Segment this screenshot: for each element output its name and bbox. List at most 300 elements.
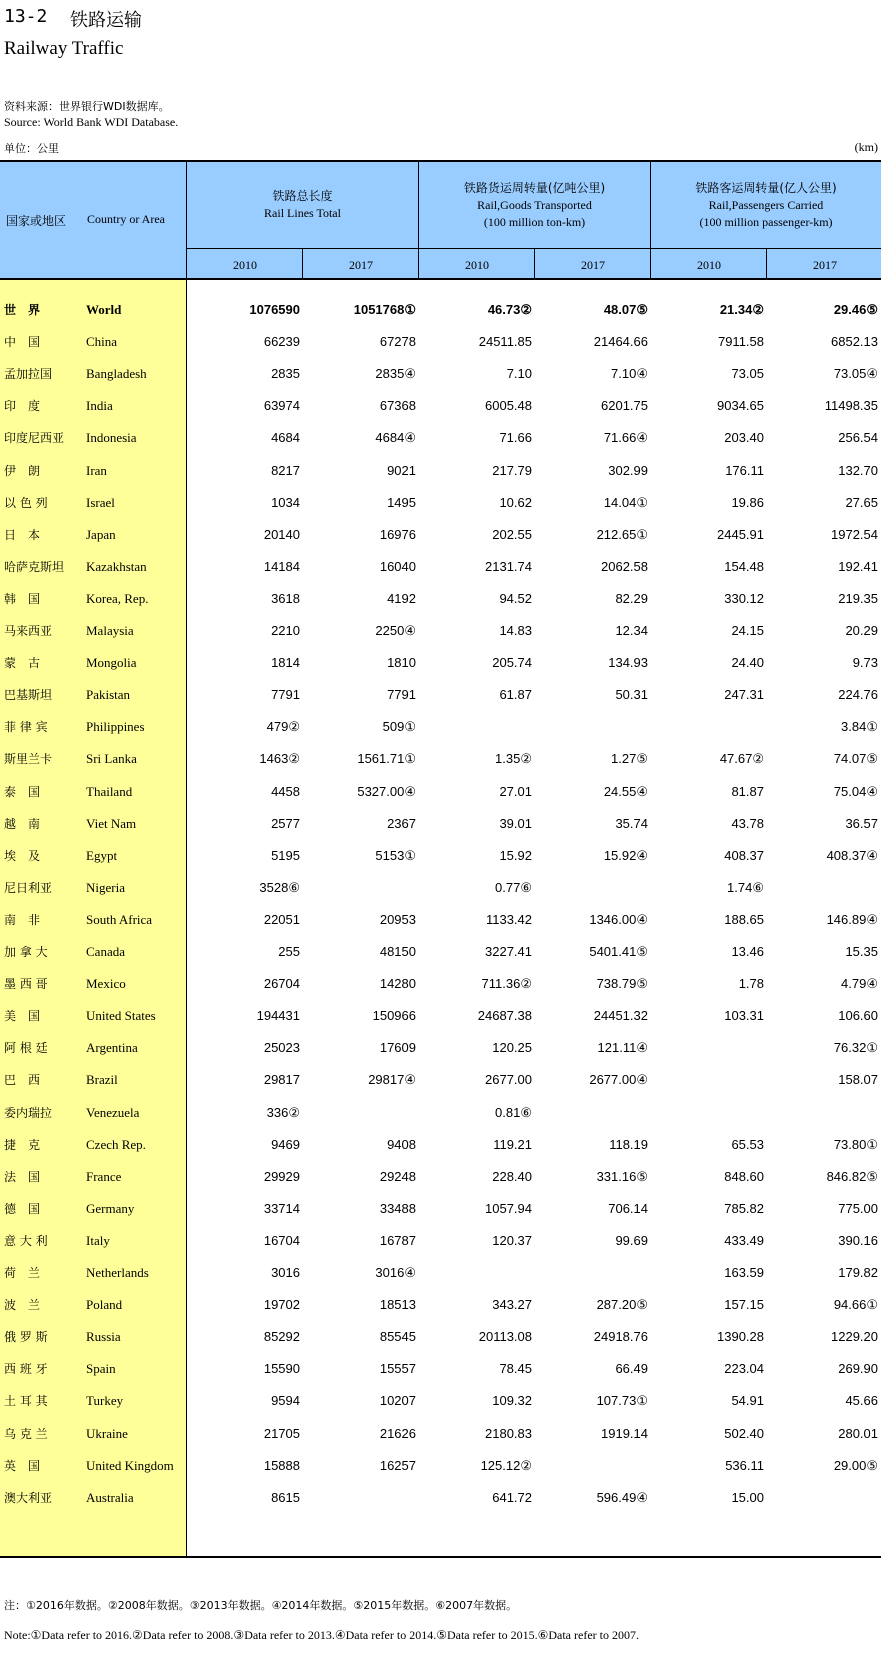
- rail-lines-2017: 18513: [379, 1297, 416, 1313]
- rail-lines-2010: 2835: [271, 366, 300, 382]
- table-row: [0, 615, 881, 647]
- footnote-en: Note:①Data refer to 2016.②Data refer to 2008.③Data refer to 2013.④Data refer to 2014.⑤Data refer to 2015.⑥Data refer to 2007.: [4, 1628, 639, 1642]
- rail-lines-2017: 10207: [379, 1393, 416, 1409]
- goods-2010: 78.45: [499, 1361, 532, 1377]
- source-en: Source: World Bank WDI Database.: [4, 115, 179, 129]
- rail-lines-2010: 8217: [271, 462, 300, 478]
- group-header-cn: 铁路总长度: [272, 189, 333, 203]
- region-name-en: Indonesia: [86, 430, 137, 446]
- region-name-en: Mongolia: [86, 655, 137, 671]
- table-number: 13-2: [4, 6, 48, 27]
- table-row: [0, 1129, 881, 1161]
- goods-2017: 738.79⑤: [596, 976, 648, 992]
- region-name-cn: 以 色 列: [4, 495, 48, 510]
- goods-2017: 21464.66: [593, 334, 648, 350]
- passengers-2017: 256.54: [838, 430, 878, 446]
- rail-lines-2010: 15590: [263, 1361, 300, 1377]
- region-name-cn: 墨 西 哥: [4, 977, 48, 992]
- year-header: 2010: [233, 258, 257, 272]
- passengers-2017: 146.89④: [826, 911, 878, 927]
- region-name-cn: 世 界: [4, 303, 41, 317]
- goods-2017: 134.93: [608, 655, 648, 671]
- region-name-cn: 尼日利亚: [4, 880, 53, 895]
- passengers-2017: 73.05④: [833, 366, 878, 382]
- source-cn: 资料来源：世界银行WDI数据库。: [4, 100, 170, 113]
- year-header: 2017: [813, 258, 837, 272]
- passengers-2017: 269.90: [838, 1361, 878, 1377]
- table-row: [0, 776, 881, 808]
- goods-2010: 119.21: [493, 1136, 532, 1152]
- region-name-cn: 捷 克: [4, 1137, 41, 1152]
- passengers-2017: 4.79④: [841, 976, 878, 992]
- table-row: [0, 743, 881, 775]
- rail-lines-2017: 16787: [379, 1232, 416, 1248]
- region-name-en: United States: [86, 1008, 156, 1024]
- goods-2010: 711.36②: [481, 976, 532, 992]
- rail-lines-2017: 85545: [379, 1329, 416, 1345]
- region-name-en: Turkey: [86, 1393, 124, 1409]
- rail-lines-2010: 4684: [271, 430, 300, 446]
- rail-lines-2017: 2367: [387, 815, 416, 831]
- goods-2010: 217.79: [492, 462, 532, 478]
- table-row: [0, 390, 881, 422]
- passengers-2017: 9.73: [852, 655, 878, 671]
- page-title-cn: 铁路运输: [70, 10, 142, 31]
- goods-2017: 50.31: [615, 687, 648, 703]
- passengers-2017: 6852.13: [831, 334, 878, 350]
- goods-2017: 15.92④: [603, 847, 648, 863]
- goods-2017: 1346.00④: [589, 911, 648, 927]
- passengers-2017: 27.65: [845, 494, 878, 510]
- group-header-goods: [419, 180, 650, 231]
- passengers-2010: 15.00: [731, 1489, 764, 1505]
- region-name-en: Australia: [86, 1489, 134, 1505]
- passengers-2017: 408.37④: [826, 847, 878, 863]
- group-header-en: Rail Lines Total: [264, 206, 341, 220]
- footnote-cn: 注：①2016年数据。②2008年数据。③2013年数据。④2014年数据。⑤2015年数据。⑥2007年数据。: [4, 1599, 518, 1612]
- year-header: 2017: [581, 258, 605, 272]
- goods-2017: 1.27⑤: [611, 751, 648, 767]
- passengers-2017: 20.29: [845, 623, 878, 638]
- region-name-cn: 菲 律 宾: [4, 720, 48, 735]
- rail-lines-2017: 509①: [382, 719, 416, 735]
- region-name-en: Brazil: [86, 1072, 118, 1088]
- table-row: [0, 1097, 881, 1129]
- goods-2010: 15.92: [499, 847, 532, 863]
- rail-lines-2017: 3016④: [375, 1265, 416, 1280]
- goods-2010: 71.66: [499, 430, 532, 446]
- rail-lines-2010: 3528⑥: [259, 879, 300, 895]
- unit-en: (km): [854, 140, 878, 154]
- passengers-2017: 192.41: [838, 558, 878, 574]
- table-row: [0, 1482, 881, 1514]
- region-name-cn: 加 拿 大: [4, 945, 48, 959]
- region-name-cn: 韩 国: [4, 591, 41, 606]
- goods-2017: 1919.14: [601, 1425, 648, 1441]
- passengers-2017: 94.66①: [833, 1297, 878, 1313]
- goods-2010: 2677.00: [485, 1072, 532, 1088]
- passengers-2010: 1.78: [738, 976, 764, 992]
- rail-lines-2017: 15557: [379, 1361, 416, 1377]
- region-name-en: Pakistan: [86, 687, 131, 703]
- table-row: [0, 872, 881, 904]
- passengers-2010: 203.40: [724, 430, 764, 446]
- rail-lines-2010: 5195: [271, 847, 300, 863]
- rail-lines-2010: 9594: [271, 1393, 300, 1409]
- goods-2010: 343.27: [492, 1297, 532, 1313]
- region-name-en: Mexico: [86, 976, 126, 992]
- table-row: [0, 422, 881, 454]
- goods-2017: 71.66④: [603, 430, 648, 446]
- passengers-2017: 75.04④: [833, 783, 878, 799]
- goods-2010: 24687.38: [477, 1008, 532, 1024]
- region-name-en: South Africa: [86, 911, 153, 927]
- region-name-en: Malaysia: [86, 623, 134, 638]
- region-name-cn: 中 国: [4, 335, 41, 350]
- rail-lines-2010: 16704: [263, 1232, 300, 1248]
- goods-2010: 205.74: [492, 655, 532, 671]
- passengers-2010: 73.05: [731, 366, 764, 382]
- region-name-en: Poland: [86, 1297, 123, 1313]
- rail-lines-2010: 255: [278, 944, 300, 959]
- group-header-en: Rail,Passengers Carried: [708, 198, 824, 212]
- region-name-en: Argentina: [86, 1040, 138, 1056]
- passengers-2010: 163.59: [724, 1265, 764, 1280]
- rail-lines-2010: 479②: [266, 719, 300, 735]
- table-top-rule: [0, 160, 881, 162]
- region-name-en: United Kingdom: [86, 1457, 174, 1473]
- rail-lines-2010: 26704: [263, 976, 300, 992]
- region-name-cn: 美 国: [4, 1009, 41, 1024]
- goods-2017: 2062.58: [601, 558, 648, 574]
- region-name-cn: 斯里兰卡: [4, 752, 53, 767]
- passengers-2010: 2445.91: [717, 526, 764, 542]
- rail-lines-2010: 1814: [271, 655, 300, 671]
- rail-lines-2010: 2210: [271, 623, 300, 638]
- passengers-2010: 785.82: [724, 1200, 764, 1216]
- rail-lines-2010: 33714: [263, 1200, 300, 1216]
- goods-2017: 24451.32: [593, 1008, 648, 1024]
- region-name-en: Spain: [86, 1361, 116, 1377]
- goods-2017: 706.14: [608, 1200, 648, 1216]
- passengers-2010: 81.87: [731, 783, 764, 799]
- rail-lines-2017: 67368: [379, 398, 416, 414]
- table-row: [0, 1418, 881, 1450]
- rail-lines-2010: 1076590: [249, 302, 300, 317]
- goods-2010: 109.32: [492, 1393, 532, 1409]
- rail-lines-2017: 4192: [387, 590, 416, 606]
- table-row: [0, 904, 881, 936]
- table-row: [0, 551, 881, 583]
- passengers-2010: 13.46: [731, 944, 764, 959]
- region-name-cn: 阿 根 廷: [4, 1041, 48, 1056]
- passengers-2010: 9034.65: [717, 398, 764, 414]
- rail-lines-2010: 66239: [263, 334, 300, 350]
- goods-2010: 27.01: [499, 783, 532, 799]
- table-row: [0, 1450, 881, 1482]
- goods-2017: 331.16⑤: [596, 1168, 648, 1184]
- region-name-en: Russia: [86, 1329, 121, 1345]
- passengers-2010: 24.15: [731, 623, 764, 638]
- rail-lines-2017: 5153①: [375, 847, 416, 863]
- passengers-2010: 536.11: [725, 1457, 764, 1473]
- region-name-cn: 越 南: [4, 816, 41, 831]
- goods-2017: 5401.41⑤: [589, 944, 648, 959]
- region-name-en: Thailand: [86, 783, 133, 799]
- group-header-unit: (100 million ton-km): [483, 215, 586, 229]
- goods-2010: 6005.48: [485, 398, 532, 414]
- passengers-2017: 158.07: [838, 1072, 878, 1088]
- rail-lines-2017: 2250④: [375, 623, 416, 638]
- goods-2010: 120.25: [492, 1040, 532, 1056]
- region-name-cn: 法 国: [4, 1169, 41, 1184]
- goods-2010: 0.81⑥: [495, 1104, 532, 1120]
- passengers-2010: 19.86: [731, 494, 764, 510]
- passengers-2010: 188.65: [724, 911, 764, 927]
- passengers-2010: 7911.58: [717, 334, 764, 350]
- region-name-en: Canada: [86, 944, 125, 959]
- group-header-rail-lines: [187, 188, 418, 222]
- region-name-en: Italy: [86, 1232, 110, 1248]
- table-row: [0, 936, 881, 968]
- rail-lines-2010: 29817: [263, 1072, 300, 1088]
- goods-2017: 118.19: [609, 1136, 648, 1152]
- group-header-passengers: [651, 180, 881, 231]
- region-name-en: Venezuela: [86, 1104, 140, 1120]
- region-name-en: Nigeria: [86, 879, 125, 895]
- rail-lines-2017: 9408: [387, 1136, 416, 1152]
- rail-lines-2017: 16976: [379, 526, 416, 542]
- region-name-en: Czech Rep.: [86, 1136, 146, 1152]
- rail-lines-2010: 19702: [263, 1297, 300, 1313]
- goods-2017: 302.99: [608, 462, 648, 478]
- table-row: [0, 1353, 881, 1385]
- rail-lines-2017: 1561.71①: [357, 751, 416, 767]
- region-name-en: Iran: [86, 462, 107, 478]
- region-name-cn: 德 国: [4, 1201, 41, 1216]
- table-row: [0, 808, 881, 840]
- region-name-cn: 孟加拉国: [4, 367, 53, 382]
- rail-lines-2010: 21705: [263, 1425, 300, 1441]
- passengers-2017: 11498.35: [824, 398, 878, 414]
- passengers-2010: 247.31: [724, 687, 764, 703]
- table-row: [0, 1193, 881, 1225]
- goods-2017: 6201.75: [601, 398, 648, 414]
- passengers-2010: 223.04: [724, 1361, 764, 1377]
- goods-2017: 12.34: [615, 623, 648, 638]
- page-title-en: Railway Traffic: [4, 38, 124, 59]
- passengers-2017: 846.82⑤: [826, 1168, 878, 1184]
- table-row: [0, 1289, 881, 1321]
- rail-lines-2010: 3016: [271, 1265, 300, 1280]
- table-row: [0, 1257, 881, 1289]
- group-header-cn: 铁路客运周转量(亿人公里): [695, 181, 837, 195]
- passengers-2017: 390.16: [838, 1232, 878, 1248]
- rail-lines-2017: 1810: [387, 655, 416, 671]
- rail-lines-2017: 150966: [372, 1008, 416, 1024]
- rail-lines-2017: 29248: [379, 1168, 416, 1184]
- region-name-cn: 伊 朗: [4, 463, 41, 478]
- rail-lines-2017: 7791: [387, 687, 416, 703]
- table-row: [0, 583, 881, 615]
- goods-2017: 99.69: [615, 1232, 648, 1248]
- goods-2017: 14.04①: [603, 494, 648, 510]
- goods-2010: 7.10: [506, 366, 532, 382]
- rail-lines-2017: 14280: [379, 976, 416, 992]
- goods-2017: 107.73①: [596, 1393, 648, 1409]
- unit-cn: 单位：公里: [4, 142, 59, 155]
- rail-lines-2010: 194431: [256, 1008, 300, 1024]
- region-name-cn: 荷 兰: [4, 1266, 41, 1280]
- goods-2010: 3227.41: [485, 944, 532, 959]
- rail-lines-2010: 14184: [263, 558, 300, 574]
- passengers-2010: 103.31: [724, 1008, 764, 1024]
- goods-2017: 596.49④: [596, 1489, 648, 1505]
- passengers-2010: 330.12: [724, 590, 764, 606]
- rail-lines-2017: 33488: [379, 1200, 416, 1216]
- table-row: [0, 1321, 881, 1353]
- region-name-cn: 波 兰: [4, 1298, 41, 1313]
- rail-lines-2017: 1051768①: [353, 302, 416, 317]
- group-header-en: Rail,Goods Transported: [477, 198, 592, 212]
- region-name-en: China: [86, 334, 118, 350]
- group-header-cn: 铁路货运周转量(亿吨公里): [463, 181, 606, 195]
- rail-lines-2017: 67278: [379, 334, 416, 350]
- group-header-unit: (100 million passenger-km): [699, 215, 833, 229]
- region-name-en: Kazakhstan: [86, 558, 147, 574]
- region-name-en: Israel: [86, 494, 115, 510]
- goods-2010: 39.01: [499, 815, 532, 831]
- region-name-en: Germany: [86, 1200, 135, 1216]
- table-row: [0, 679, 881, 711]
- rail-lines-2010: 2577: [271, 815, 300, 831]
- region-name-en: Bangladesh: [86, 366, 147, 382]
- goods-2010: 1057.94: [485, 1200, 532, 1216]
- rail-lines-2017: 29817④: [368, 1072, 416, 1088]
- goods-2010: 20113.08: [478, 1329, 532, 1345]
- passengers-2010: 154.48: [724, 558, 764, 574]
- passengers-2017: 76.32①: [833, 1040, 878, 1056]
- table-row: [0, 487, 881, 519]
- year-header: 2010: [465, 258, 489, 272]
- region-name-cn: 西 班 牙: [4, 1362, 48, 1377]
- goods-2010: 202.55: [492, 526, 532, 542]
- region-name-en: France: [86, 1168, 122, 1184]
- goods-2010: 2180.83: [485, 1425, 532, 1441]
- rail-lines-2010: 22051: [263, 911, 300, 927]
- region-name-en: Egypt: [86, 847, 118, 863]
- passengers-2017: 106.60: [838, 1008, 878, 1024]
- passengers-2017: 29.00⑤: [833, 1457, 878, 1473]
- rail-lines-2017: 2835④: [375, 366, 416, 382]
- region-name-en: World: [86, 302, 122, 317]
- rail-lines-2010: 63974: [263, 398, 300, 414]
- goods-2017: 35.74: [615, 815, 648, 831]
- table-bottom-rule: [0, 1556, 881, 1558]
- passengers-2010: 1.74⑥: [727, 879, 764, 895]
- region-name-cn: 乌 克 兰: [4, 1426, 48, 1441]
- table-row: [0, 711, 881, 743]
- goods-2017: 82.29: [615, 590, 648, 606]
- passengers-2010: 848.60: [724, 1168, 764, 1184]
- goods-2017: 24.55④: [603, 783, 648, 799]
- region-name-cn: 委内瑞拉: [4, 1105, 53, 1120]
- goods-2017: 24918.76: [593, 1329, 648, 1345]
- region-name-cn: 土 耳 其: [4, 1394, 48, 1409]
- passengers-2010: 433.49: [724, 1232, 764, 1248]
- rail-lines-2010: 7791: [271, 687, 300, 703]
- rail-lines-2010: 29929: [263, 1168, 300, 1184]
- region-header-en: Country or Area: [87, 212, 165, 226]
- year-header: 2017: [349, 258, 373, 272]
- rail-lines-2010: 4458: [271, 783, 300, 799]
- region-name-en: Korea, Rep.: [86, 590, 149, 606]
- goods-2010: 61.87: [499, 687, 532, 703]
- rail-lines-2010: 25023: [263, 1040, 300, 1056]
- passengers-2017: 29.46⑤: [833, 302, 878, 317]
- region-name-en: Ukraine: [86, 1425, 128, 1441]
- region-name-cn: 蒙 古: [4, 656, 41, 671]
- rail-lines-2010: 336②: [266, 1104, 300, 1120]
- table-row: [0, 1064, 881, 1096]
- region-name-en: Netherlands: [86, 1265, 149, 1280]
- year-header: 2010: [697, 258, 721, 272]
- passengers-2017: 219.35: [838, 590, 878, 606]
- table-row: [0, 1161, 881, 1193]
- rail-lines-2010: 85292: [263, 1329, 300, 1345]
- table-row: [0, 455, 881, 487]
- rail-lines-2017: 16257: [379, 1457, 416, 1473]
- rail-lines-2017: 5327.00④: [357, 783, 416, 799]
- passengers-2010: 43.78: [731, 815, 764, 831]
- region-name-en: Japan: [86, 526, 116, 542]
- goods-2010: 641.72: [492, 1489, 532, 1505]
- rail-lines-2010: 15888: [263, 1457, 300, 1473]
- region-name-en: Viet Nam: [86, 815, 137, 831]
- passengers-2010: 157.15: [724, 1297, 764, 1313]
- goods-2010: 2131.74: [485, 558, 532, 574]
- goods-2017: 48.07⑤: [603, 302, 648, 317]
- passengers-2010: 65.53: [731, 1136, 764, 1152]
- rail-lines-2017: 48150: [379, 944, 416, 959]
- goods-2017: 212.65①: [596, 526, 648, 542]
- rail-lines-2017: 16040: [379, 558, 416, 574]
- goods-2017: 287.20⑤: [596, 1297, 648, 1313]
- passengers-2010: 408.37: [724, 847, 764, 863]
- region-name-en: India: [86, 398, 113, 414]
- goods-2010: 1.35②: [495, 751, 532, 767]
- region-name-cn: 英 国: [4, 1458, 41, 1473]
- region-name-cn: 印度尼西亚: [4, 431, 65, 446]
- table-row: [0, 968, 881, 1000]
- passengers-2017: 74.07⑤: [833, 751, 878, 767]
- table-row: [0, 1032, 881, 1064]
- region-name-cn: 埃 及: [4, 848, 41, 863]
- rail-lines-2010: 3618: [271, 590, 300, 606]
- passengers-2017: 1972.54: [831, 526, 878, 542]
- passengers-2017: 224.76: [838, 687, 878, 703]
- header-bottom-rule: [0, 278, 881, 280]
- rail-lines-2010: 9469: [271, 1136, 300, 1152]
- passengers-2017: 45.66: [845, 1393, 878, 1409]
- region-name-cn: 哈萨克斯坦: [4, 559, 65, 574]
- passengers-2010: 502.40: [724, 1425, 764, 1441]
- goods-2010: 94.52: [499, 590, 532, 606]
- region-name-cn: 俄 罗 斯: [4, 1330, 48, 1345]
- table-row: [0, 1225, 881, 1257]
- region-name-cn: 巴基斯坦: [4, 688, 53, 703]
- rail-lines-2017: 21626: [379, 1425, 416, 1441]
